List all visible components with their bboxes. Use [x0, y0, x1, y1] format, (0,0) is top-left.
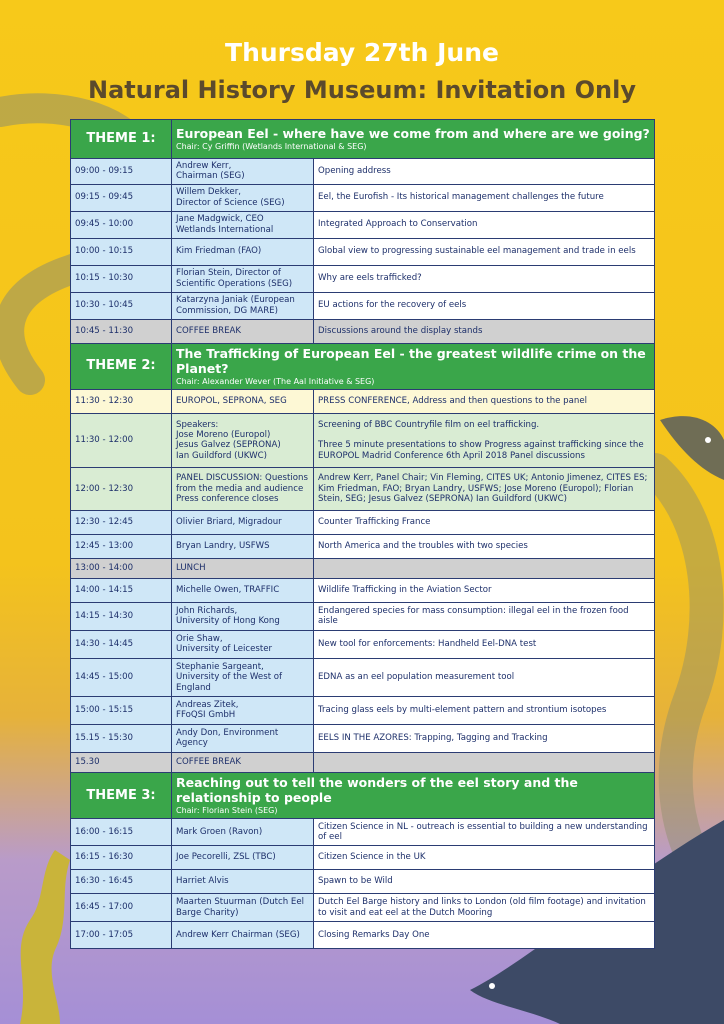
session-speaker: Kim Friedman (FAO): [172, 238, 314, 265]
session-speaker: Mark Groen (Ravon): [172, 819, 314, 846]
theme-chair: Chair: Florian Stein (SEG): [176, 806, 278, 816]
session-time: 09:00 - 09:15: [71, 159, 172, 185]
session-speaker: Bryan Landry, USFWS: [172, 534, 314, 558]
session-speaker: Maarten Stuurman (Dutch Eel Barge Charity): [172, 894, 314, 922]
session-time: 17:00 - 17:05: [71, 922, 172, 949]
theme-title-cell: [172, 343, 655, 389]
session-title: Andrew Kerr, Panel Chair; Vin Fleming, CITES UK; Antonio Jimenez, CITES ES; Kim Friedman, FAO; Bryan Landry, USFWS; Jose Moreno (Europol); Florian Stein, SEG; Jesus Galvez (SEPRONA) Ian Guildford (UKWC): [314, 467, 655, 510]
session-title: New tool for enforcements: Handheld Eel-DNA test: [314, 630, 655, 658]
session-speaker: Michelle Owen, TRAFFIC: [172, 578, 314, 602]
schedule-row: [71, 184, 655, 211]
session-speaker: Andrew Kerr Chairman (SEG): [172, 922, 314, 949]
session-time: 16:15 - 16:30: [71, 846, 172, 870]
session-time: 10:30 - 10:45: [71, 292, 172, 319]
theme-title: Reaching out to tell the wonders of the eel story and the relationship to people: [176, 774, 578, 806]
session-speaker: Harriet Alvis: [172, 870, 314, 894]
session-title: PRESS CONFERENCE, Address and then questions to the panel: [314, 389, 655, 413]
session-title: [314, 752, 655, 772]
session-title: Discussions around the display stands: [314, 319, 655, 343]
session-time: 11:30 - 12:00: [71, 413, 172, 467]
session-speaker: COFFEE BREAK: [172, 752, 314, 772]
schedule-row: [71, 558, 655, 578]
session-title: Dutch Eel Barge history and links to London (old film footage) and invitation to visit and eat eel at the Dutch Mooring: [314, 894, 655, 922]
session-time: 15.15 - 15:30: [71, 724, 172, 752]
schedule-row: [71, 870, 655, 894]
session-time: 13:00 - 14:00: [71, 558, 172, 578]
schedule-row: [71, 724, 655, 752]
schedule-row: [71, 319, 655, 343]
schedule-row: [71, 467, 655, 510]
schedule-row: [71, 752, 655, 772]
session-title: EU actions for the recovery of eels: [314, 292, 655, 319]
session-title: Citizen Science in NL - outreach is essential to building a new understanding of eel: [314, 819, 655, 846]
schedule-row: [71, 510, 655, 534]
theme-label: THEME 2:: [71, 343, 172, 389]
session-title: Why are eels trafficked?: [314, 265, 655, 292]
schedule-body: [71, 120, 655, 949]
session-title: Citizen Science in the UK: [314, 846, 655, 870]
schedule-row: [71, 696, 655, 724]
session-time: 14:00 - 14:15: [71, 578, 172, 602]
schedule-row: [71, 630, 655, 658]
schedule-row: [71, 389, 655, 413]
session-time: 16:45 - 17:00: [71, 894, 172, 922]
session-time: 16:30 - 16:45: [71, 870, 172, 894]
session-title: Endangered species for mass consumption: illegal eel in the frozen food aisle: [314, 602, 655, 630]
session-title: Closing Remarks Day One: [314, 922, 655, 949]
theme-header-row: [71, 772, 655, 818]
theme-label: THEME 1:: [71, 120, 172, 159]
schedule-row: [71, 238, 655, 265]
session-speaker: LUNCH: [172, 558, 314, 578]
event-venue: Natural History Museum: Invitation Only: [88, 76, 636, 104]
session-title: Tracing glass eels by multi-element pattern and strontium isotopes: [314, 696, 655, 724]
session-title: EDNA as an eel population measurement tool: [314, 658, 655, 696]
seaweed-bottom-left: [20, 850, 70, 1024]
session-speaker: Orie Shaw, University of Leicester: [172, 630, 314, 658]
schedule-table: [70, 119, 655, 949]
theme-title-cell: [172, 772, 655, 818]
session-title: Opening address: [314, 159, 655, 185]
schedule-row: [71, 846, 655, 870]
session-speaker: Jane Madgwick, CEO Wetlands International: [172, 211, 314, 238]
session-speaker: Willem Dekker, Director of Science (SEG): [172, 184, 314, 211]
theme-header-row: [71, 120, 655, 159]
schedule-row: [71, 602, 655, 630]
session-title: EELS IN THE AZORES: Trapping, Tagging and Tracking: [314, 724, 655, 752]
session-time: 11:30 - 12:30: [71, 389, 172, 413]
session-title: Counter Trafficking France: [314, 510, 655, 534]
theme-label: THEME 3:: [71, 772, 172, 818]
session-speaker: Florian Stein, Director of Scientific Operations (SEG): [172, 265, 314, 292]
schedule-row: [71, 534, 655, 558]
schedule-row: [71, 894, 655, 922]
session-speaker: Andy Don, Environment Agency: [172, 724, 314, 752]
session-title: Integrated Approach to Conservation: [314, 211, 655, 238]
session-speaker: John Richards, University of Hong Kong: [172, 602, 314, 630]
session-title: Global view to progressing sustainable eel management and trade in eels: [314, 238, 655, 265]
eel-eye-bottom: [489, 983, 495, 989]
event-date: Thursday 27th June: [225, 38, 499, 67]
session-title: Screening of BBC Countryfile film on eel trafficking. Three 5 minute presentations to show Progress against trafficking since the EUROPOL Madrid Conference 6th April 2018 Panel discussions: [314, 413, 655, 467]
session-speaker: Katarzyna Janiak (European Commission, DG MARE): [172, 292, 314, 319]
schedule-row: [71, 265, 655, 292]
schedule-row: [71, 159, 655, 185]
session-speaker: PANEL DISCUSSION: Questions from the media and audience Press conference closes: [172, 467, 314, 510]
schedule-row: [71, 211, 655, 238]
session-speaker: Speakers: Jose Moreno (Europol) Jesus Galvez (SEPRONA) Ian Guildford (UKWC): [172, 413, 314, 467]
schedule-row: [71, 922, 655, 949]
session-speaker: Stephanie Sargeant, University of the West of England: [172, 658, 314, 696]
session-speaker: Olivier Briard, Migradour: [172, 510, 314, 534]
session-time: 15:00 - 15:15: [71, 696, 172, 724]
session-time: 10:00 - 10:15: [71, 238, 172, 265]
theme-chair: Chair: Cy Griffin (Wetlands International & SEG): [176, 142, 367, 152]
session-speaker: COFFEE BREAK: [172, 319, 314, 343]
session-time: 12:30 - 12:45: [71, 510, 172, 534]
theme-title: The Trafficking of European Eel - the greatest wildlife crime on the Planet?: [176, 345, 646, 376]
session-title: [314, 558, 655, 578]
session-time: 14:45 - 15:00: [71, 658, 172, 696]
session-time: 16:00 - 16:15: [71, 819, 172, 846]
session-time: 14:30 - 14:45: [71, 630, 172, 658]
session-title: North America and the troubles with two species: [314, 534, 655, 558]
session-speaker: EUROPOL, SEPRONA, SEG: [172, 389, 314, 413]
schedule-row: [71, 413, 655, 467]
theme-title-cell: [172, 120, 655, 159]
session-time: 15.30: [71, 752, 172, 772]
schedule-row: [71, 578, 655, 602]
eel-eye-right: [705, 437, 711, 443]
schedule-row: [71, 658, 655, 696]
session-title: Wildlife Trafficking in the Aviation Sector: [314, 578, 655, 602]
session-time: 12:45 - 13:00: [71, 534, 172, 558]
session-time: 10:15 - 10:30: [71, 265, 172, 292]
session-time: 09:45 - 10:00: [71, 211, 172, 238]
session-speaker: Andreas Zitek, FFoQSI GmbH: [172, 696, 314, 724]
session-speaker: Joe Pecorelli, ZSL (TBC): [172, 846, 314, 870]
session-time: 09:15 - 09:45: [71, 184, 172, 211]
session-speaker: Andrew Kerr, Chairman (SEG): [172, 159, 314, 185]
theme-title: European Eel - where have we come from and where are we going?: [176, 126, 650, 142]
session-time: 12:00 - 12:30: [71, 467, 172, 510]
session-time: 14:15 - 14:30: [71, 602, 172, 630]
schedule-row: [71, 819, 655, 846]
session-time: 10:45 - 11:30: [71, 319, 172, 343]
session-title: Eel, the Eurofish - Its historical management challenges the future: [314, 184, 655, 211]
theme-header-row: [71, 343, 655, 389]
theme-chair: Chair: Alexander Wever (The Aal Initiative & SEG): [176, 377, 375, 387]
session-title: Spawn to be Wild: [314, 870, 655, 894]
schedule-row: [71, 292, 655, 319]
